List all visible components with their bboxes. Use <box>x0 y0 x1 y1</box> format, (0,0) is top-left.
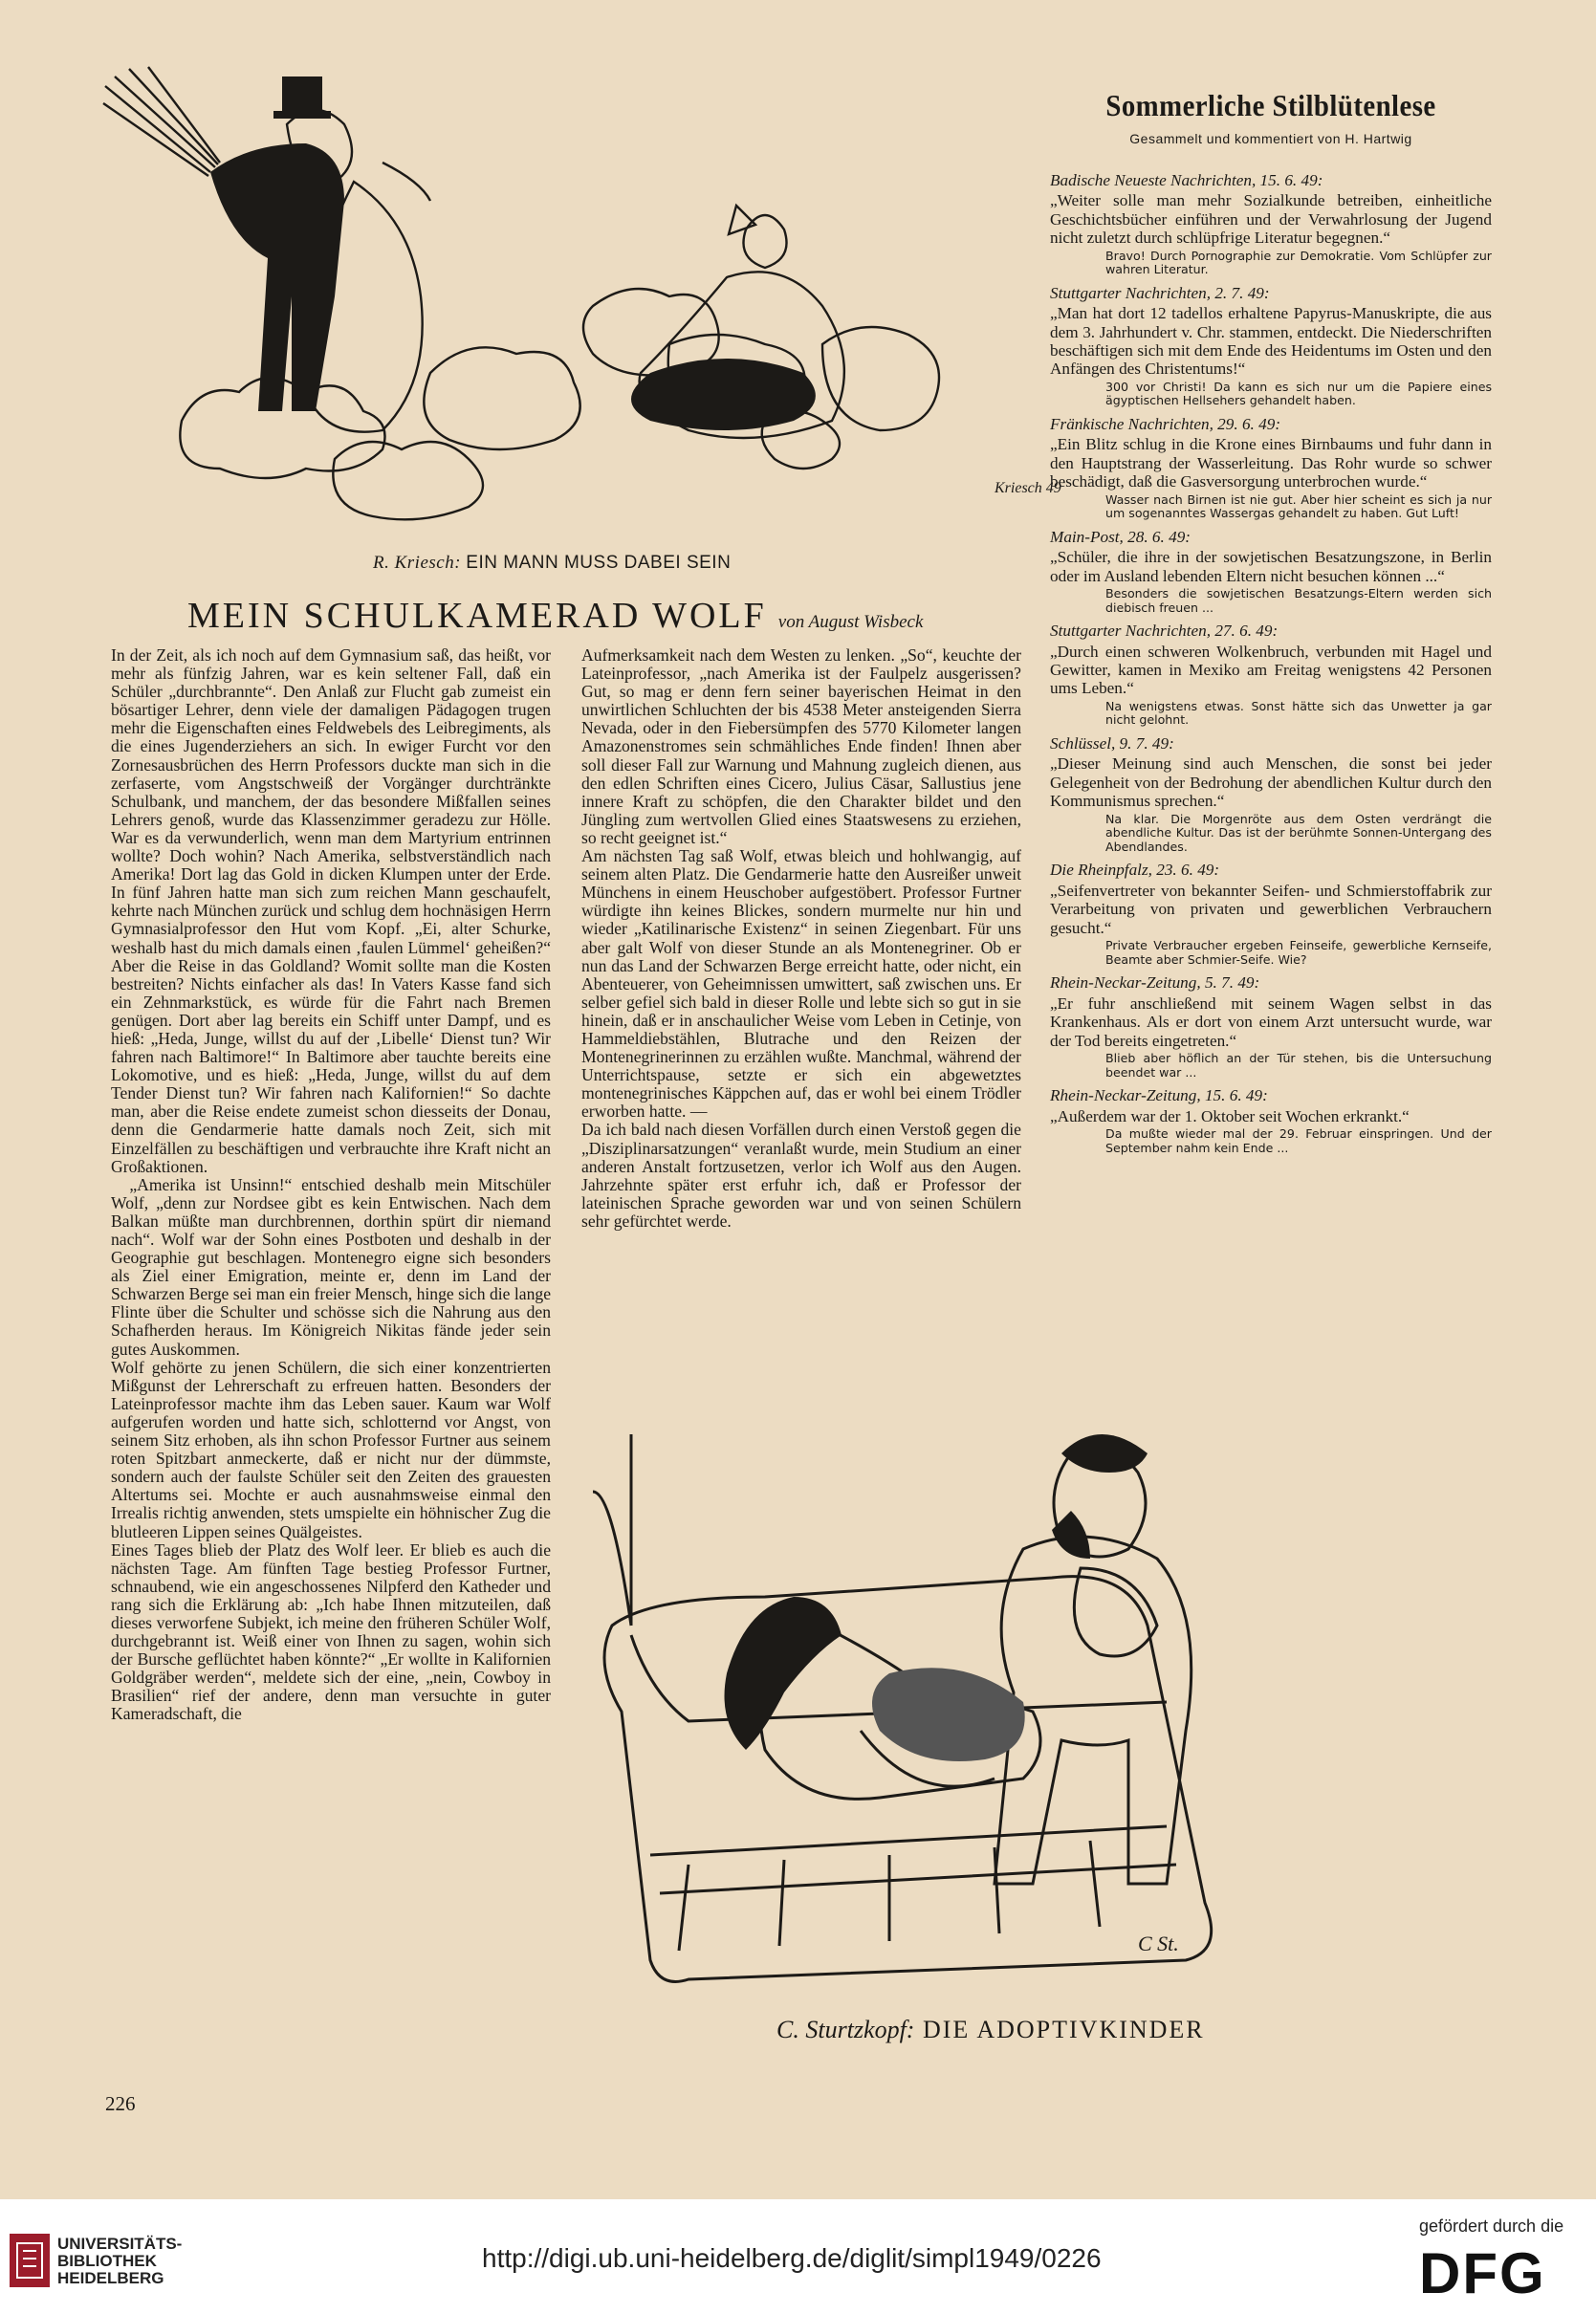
paragraph: Wolf gehörte zu jenen Schülern, die sich einer konzentrierten Mißgunst der Lehrerschaft zu erfreuen hatten. Besonders der Lateinprofessor machte ihm das Leben sauer. Kaum war Wolf aufgerufen worden und hatte sich, schlotternd vor Angst, von seinem Sitz erhoben, als ihn schon Professor Furtner aus seinem roten Spitzbart anmeckerte, daß er nicht nur der dümmste, sondern auch der faulste Schüler seit den Zeiten des grauesten Altertums sei. Mochte er auch ausnahmsweise einmal den Irrealis richtig anwenden, stets umspielte ein höhnischer Zug die blutleeren Lippen seines Quälgeistes. <box>111 1357 551 1541</box>
entry-source: Die Rheinpfalz, 23. 6. 49: <box>1050 861 1220 880</box>
entry-source: Rhein-Neckar-Zeitung, 15. 6. 49: <box>1050 1086 1268 1105</box>
entry-source: Stuttgarter Nachrichten, 27. 6. 49: <box>1050 622 1279 641</box>
university-seal-icon <box>10 2234 50 2287</box>
bottom-cartoon-title: DIE ADOPTIVKINDER <box>922 2016 1205 2043</box>
sidebar-entry <box>1050 734 1492 854</box>
entry-source: Rhein-Neckar-Zeitung, 5. 7. 49: <box>1050 973 1260 993</box>
bottom-cartoon-signature: C St. <box>1138 1932 1179 1955</box>
article-byline: von August Wisbeck <box>777 612 924 632</box>
sidebar-entry <box>1050 622 1492 728</box>
permalink-url[interactable]: http://digi.ub.uni-heidelberg.de/diglit/simpl1949/0226 <box>482 2243 1102 2273</box>
bottom-cartoon-artist: C. Sturtzkopf: <box>776 2016 915 2043</box>
entry-quote: „Man hat dort 12 tadellos erhaltene Papyrus-Manuskripte, die aus dem 3. Jahrhundert v. Chr. stammen, entdeckt. Die Niederschriften beschäftigen sich mit dem Ende des Heidentums im Osten und den Anfängen des Christentums!“ <box>1050 304 1492 379</box>
sidebar-entry <box>1050 284 1492 408</box>
paragraph: Da ich bald nach diesen Vorfällen durch einen Verstoß gegen die „Disziplinarsatzungen“ veranlaßt wurde, mein Studium an einer anderen Anstalt fortzusetzen, verlor ich Wolf aus den Augen. Jahrzehnte später erst erfuhr ich, daß er Professor der lateinischen Sprache geworden war und von seinen Schülern sehr gefürchtet werde. <box>581 1120 1021 1231</box>
logo-line: UNIVERSITÄTS- <box>57 2235 183 2253</box>
paragraph: Am nächsten Tag saß Wolf, etwas bleich und hohlwangig, auf seinem alten Platz. Die Gendarmerie hatte den Ausreißer unweit Münchens in einem Heuschober aufgestöbert. Professor Furtner würdigte ihn keines Blickes, sondern murmelte nur hin und wieder „Katilinarische Existenz“ in seinen Ziegenbart. Für uns aber galt Wolf von dieser Stunde an als Montenegriner. Ob er nun das Land der Schwarzen Berge erreicht hatte, oder nicht, ein Abenteuerer, von Geheimnissen umwittert, saß zwischen uns. Er selber gefiel sich bald in dieser Rolle und lebte sich so gut in sie hinein, daß er in anschaulicher Weise vom Leben in Cetinje, von Hammeldiebstählen, Blutrache und den Reizen der Montenegrinerinnen zu erzählen wußte. Manchmal, während der Unterrichtspause, setzte er sich ein abgewetztes montenegrinisches Käppchen auf, das er wohl bei einem Trödler erworben hatte. — <box>581 846 1021 1122</box>
sidebar-entry <box>1050 171 1492 277</box>
top-cartoon-title: EIN MANN MUSS DABEI SEIN <box>466 553 732 573</box>
top-cartoon-caption <box>373 553 851 574</box>
entry-source: Main-Post, 28. 6. 49: <box>1050 527 1192 546</box>
entry-source: Schlüssel, 9. 7. 49: <box>1050 734 1174 753</box>
entry-comment: Bravo! Durch Pornographie zur Demokratie. Vom Schlüpfer zur wahren Literatur. <box>1105 248 1492 277</box>
entry-comment: Da mußte wieder mal der 29. Februar einspringen. Und der September nahm kein Ende ... <box>1105 1125 1492 1155</box>
funding-text: gefördert durch die <box>1419 2216 1564 2236</box>
article-column-2 <box>581 646 1021 1231</box>
entry-comment: Na klar. Die Morgenröte aus dem Osten verdrängt die abendliche Kultur. Das ist der berühmte Sonnen-Untergang des Abendlandes. <box>1105 811 1492 854</box>
sidebar-header <box>1050 88 1492 146</box>
logo-line: BIBLIOTHEK <box>57 2252 157 2270</box>
sidebar-entry <box>1050 1086 1492 1155</box>
sidebar-entry <box>1050 415 1492 521</box>
bottom-cartoon-illustration <box>574 1434 1224 1998</box>
sidebar-entry <box>1050 861 1492 967</box>
entry-source: Stuttgarter Nachrichten, 2. 7. 49: <box>1050 283 1270 302</box>
top-cartoon-signature: Kriesch 49 <box>995 480 1061 496</box>
entry-comment: Na wenigstens etwas. Sonst hätte sich das Unwetter ja gar nicht gelohnt. <box>1105 698 1492 728</box>
sidebar-title: Sommerliche Stilblütenlese <box>1105 88 1436 122</box>
dfg-logo: DFG <box>1419 2241 1546 2305</box>
library-footer <box>0 2199 1596 2314</box>
logo-line: HEIDELBERG <box>57 2269 164 2287</box>
entry-quote: „Er fuhr anschließend mit seinem Wagen selbst in das Krankenhaus. Als er dort von einem Arzt untersucht wurde, war der Tod bereits eingetreten.“ <box>1050 993 1492 1050</box>
entry-quote: „Dieser Meinung sind auch Menschen, die sonst bei jeder Gelegenheit von der Bedrohung der abendlichen Kultur durch den Kommunismus sprechen.“ <box>1050 754 1492 811</box>
entry-comment: Blieb aber höflich an der Tür stehen, bis die Untersuchung beendet war ... <box>1105 1050 1492 1080</box>
entry-quote: „Außerdem war der 1. Oktober seit Wochen erkrankt.“ <box>1050 1106 1410 1125</box>
article-header <box>187 595 1048 637</box>
entry-comment: 300 vor Christi! Da kann es sich nur um die Papiere eines ägyptischen Hellsehers gehandelt haben. <box>1105 379 1492 408</box>
article-column-1 <box>111 646 551 1724</box>
sidebar-entries <box>1050 164 1492 1159</box>
entry-quote: „Schüler, die ihre in der sowjetischen Besatzungszone, in Berlin oder im Ausland lebenden Eltern nicht besuchen können ...“ <box>1050 548 1492 585</box>
page-number: 226 <box>105 2092 136 2115</box>
entry-source: Badische Neueste Nachrichten, 15. 6. 49: <box>1050 171 1323 189</box>
sidebar-entry <box>1050 528 1492 615</box>
paragraph: In der Zeit, als ich noch auf dem Gymnasium saß, das heißt, vor mehr als fünfzig Jahren, war es kein seltener Fall, daß ein Schüler „durchbrannte“. Den Anlaß zur Flucht gab zumeist ein bösartiger Lehrer, denn viele der damaligen Pädagogen trugen mehr die Eigenschaften eines Feldwebels des Leibregiments, als die eines Jugenderziehers an sich. In ewiger Furcht vor den Zornesausbrüchen des Herrn Professors duckte man sich in die zerfaserte, vom Angstschweiß der Vorgänger durchtränkte Schulbank, und manchem, der das besondere Mißfallen seines Lehrers genoß, wurde das Klassenzimmer geradezu zur Hölle. War es da verwunderlich, wenn man dem Martyrium entrinnen wollte? Doch wohin? Nach Amerika, selbstverständlich nach Amerika! Dort lag das Gold in dicken Klumpen unter der Erde. In fünf Jahren hatte man sich zum reichen Mann geschaufelt, kehrte nach München zurück und schlug dem hochnäsigen Herrn Gymnasialprofessor den Hut vom Kopf. „Ei, alter Schurke, weshalb hast du mich damals einen ‚faulen Lümmel‘ geheißen?“ Aber die Reise in das Goldland? Womit sollte man die Kosten bestreiten? Nichts einfacher als das! In Vaters Kasse fand sich ein Zehnmarkstück, es würde für die Fahrt nach Bremen genügen. Dort aber lag bereits ein Schiff unter Dampf, und es hieß: „Heda, Junge, willst du auf der ‚Libelle‘ Dienst tun? Wir fahren nach Baltimore!“ In Baltimore aber tauchte bereits eine Lokomotive, und es hieß: „Heda, Junge, willst du auf dem Tender Dienst tun? Wir fahren nach Kalifornien!“ So dachte man, aber die Reise endete zumeist schon diesseits der Donau, denn die Gendarmerie hatte damals noch Zeit, sich mit Einzelfällen zu beschäftigen und verbrauchte ihre Kraft nicht an Großaktionen. <box>111 645 551 1176</box>
entry-comment: Private Verbraucher ergeben Feinseife, gewerbliche Kernseife, Beamte aber Schmier-Seife. Wie? <box>1105 938 1492 967</box>
entry-comment: Wasser nach Birnen ist nie gut. Aber hier scheint es sich ja nur um sogenanntes Wassergas gehandelt zu haben. Gut Luft! <box>1105 491 1492 521</box>
library-logo-text <box>57 2236 182 2287</box>
entry-source: Fränkische Nachrichten, 29. 6. 49: <box>1050 415 1281 434</box>
top-cartoon-artist: R. Kriesch: <box>373 553 462 573</box>
paragraph: Eines Tages blieb der Platz des Wolf leer. Er blieb es auch die nächsten Tage. Am fünften Tage bestieg Professor Furtner, schnaubend, wie ein angeschossenes Nilpferd den Katheder und rang sich die Erklärung ab: „Ich habe Ihnen mitzuteilen, daß dieses verworfene Subjekt, ich meine den früheren Schüler Wolf, durchgebrannt ist. Weiß einer von Ihnen zu sagen, wohin sich der Bursche geflüchtet haben könnte?“ „Er wollte in Kalifornien Goldgräber werden“, meldete sich der eine, „nein, Cowboy in Brasilien“ rief der andere, denn man versuchte in guter Kameradschaft, die <box>111 1539 551 1724</box>
entry-quote: „Seifenvertreter von bekannter Seifen- und Schmierstoffabrik zur Verarbeitung von privaten und gewerblichen Verbrauchern gesucht.“ <box>1050 881 1492 937</box>
entry-quote: „Weiter solle man mehr Sozialkunde betreiben, einheitliche Geschichtsbücher einführen und der Verwahrlosung der Jugend nicht zuletzt durch schlüpfrige Literatur begegnen.“ <box>1050 191 1492 248</box>
sidebar-subtitle: Gesammelt und kommentiert von H. Hartwig <box>1129 131 1412 146</box>
entry-comment: Besonders die sowjetischen Besatzungs-Eltern werden sich diebisch freuen ... <box>1105 586 1492 615</box>
entry-quote: „Ein Blitz schlug in die Krone eines Birnbaums und fuhr dann in den Hauptstrang der Wasserleitung. Das Rohr wurde so schwer beschädigt, daß die Gasversorgung unterbrochen wurde.“ <box>1050 435 1492 491</box>
sidebar-entry <box>1050 973 1492 1080</box>
paragraph: Aufmerksamkeit nach dem Westen zu lenken. „So“, keuchte der Lateinprofessor, „nach Amerika ist der Faulpelz ausgerissen? Gut, so mag er denn fern seiner bayerischen Heimat in den unwirtlichen Schluchten der bis 4538 Meter ansteigenden Sierra Nevada, oder in den Fiebersümpfen des 5770 Kilometer langen Amazonenstromes sein schmähliches Ende finden! Ihnen aber soll dieser Fall zur Warnung und Mahnung zugleich dienen, aus den edlen Schriften eines Cicero, Julius Cäsar, Sallustius jene innere Kraft zu schöpfen, die den Charakter bildet und den Jüngling zum wertvollen Glied eines Staatswesens zu erziehen, so recht geeignet ist.“ <box>581 645 1021 847</box>
entry-quote: „Durch einen schweren Wolkenbruch, verbunden mit Hagel und Gewitter, kamen in Mexiko am Freitag wenigstens 42 Personen ums Leben.“ <box>1050 642 1492 698</box>
article-title: MEIN SCHULKAMERAD WOLF <box>187 596 767 636</box>
bottom-cartoon-caption <box>776 2016 1350 2044</box>
top-cartoon-illustration <box>96 57 1061 555</box>
paragraph: „Amerika ist Unsinn!“ entschied deshalb mein Mitschüler Wolf, „denn zur Nordsee gibt es kein Entwischen. Nach dem Balkan müßte man durchbrennen, dorthin spürt dir niemand nach“. Wolf war der Sohn eines Postboten und deshalb in der Geographie gut beschlagen. Montenegro eigne sich besonders als Ziel einer Emigration, meinte er, denn im Land der Schwarzen Berge sei man ein freier Mensch, hinge sich die lange Flinte über die Schulter und schösse sich die Nahrung aus den Schafherden heraus. Im Königreich Nikitas fände jeder sein gutes Auskommen. <box>111 1174 551 1359</box>
